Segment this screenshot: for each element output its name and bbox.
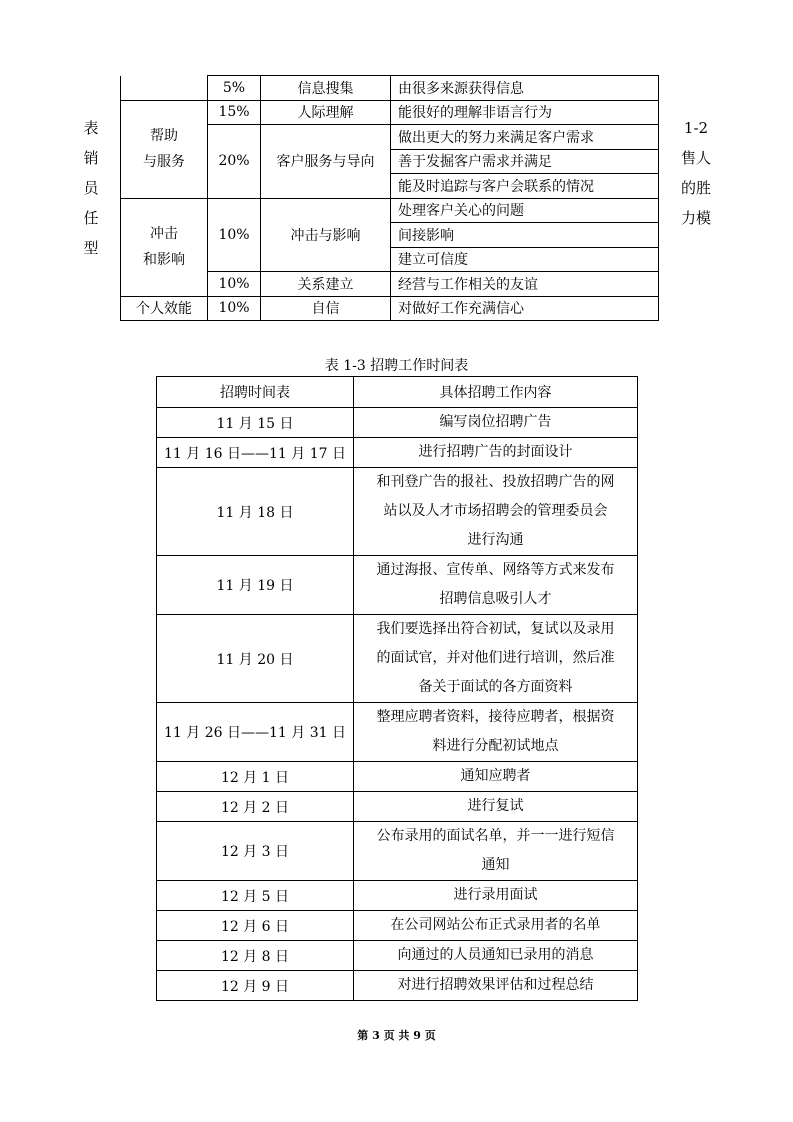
column-header: 具体招聘工作内容	[354, 377, 638, 408]
recruitment-schedule-table	[156, 376, 638, 1001]
task-cell	[354, 881, 638, 911]
group-name-line: 冲击	[150, 226, 178, 242]
date-cell: 12 月 6 日	[157, 911, 354, 941]
behavior-cell: 能很好的理解非语言行为	[391, 100, 659, 125]
behavior-cell: 由很多来源获得信息	[391, 76, 659, 101]
competency-cell: 人际理解	[261, 100, 391, 125]
behavior-cell: 做出更大的努力来满足客户需求	[391, 125, 659, 150]
date-cell: 12 月 9 日	[157, 971, 354, 1001]
task-line: 通过海报、宣传单、网络等方式来发布	[376, 562, 615, 578]
table-row	[157, 881, 638, 911]
task-line: 对进行招聘效果评估和过程总结	[397, 977, 594, 993]
task-cell	[354, 408, 638, 438]
date-cell: 11 月 20 日	[157, 615, 354, 703]
task-line: 通知应聘者	[460, 768, 531, 784]
competency-cell: 关系建立	[261, 272, 391, 297]
task-line: 进行沟通	[467, 532, 524, 548]
weight-cell: 15%	[208, 100, 261, 125]
vertical-fragment: 的胜	[680, 179, 711, 197]
weight-cell: 10%	[208, 272, 261, 297]
date-cell: 11 月 19 日	[157, 556, 354, 615]
weight-cell: 5%	[208, 76, 261, 101]
table-row	[157, 971, 638, 1001]
vertical-char: 任	[83, 209, 99, 227]
weight-cell: 10%	[208, 198, 261, 272]
behavior-cell: 间接影响	[391, 223, 659, 248]
table-row	[157, 792, 638, 822]
table-cell	[121, 76, 208, 101]
group-cell-impact	[121, 198, 208, 296]
table-row	[157, 408, 638, 438]
table-row	[157, 468, 638, 556]
right-vertical-caption	[678, 113, 714, 233]
behavior-cell: 建立可信度	[391, 247, 659, 272]
group-name-line: 与服务	[143, 154, 185, 170]
competency-cell: 自信	[261, 296, 391, 321]
weight-cell: 20%	[208, 125, 261, 199]
task-cell	[354, 971, 638, 1001]
task-line: 进行复试	[467, 798, 524, 814]
table-row	[157, 762, 638, 792]
table-row	[157, 941, 638, 971]
task-cell	[354, 556, 638, 615]
task-line: 我们要选择出符合初试，复试以及录用	[376, 621, 615, 637]
behavior-cell: 能及时追踪与客户会联系的情况	[391, 174, 659, 199]
behavior-cell: 对做好工作充满信心	[391, 296, 659, 321]
task-cell	[354, 703, 638, 762]
vertical-char: 表	[83, 119, 99, 137]
task-line: 的面试官，并对他们进行培训，然后准	[376, 650, 615, 666]
task-cell	[354, 468, 638, 556]
behavior-cell: 处理客户关心的问题	[391, 198, 659, 223]
vertical-fragment: 售人	[680, 149, 711, 167]
date-cell: 12 月 5 日	[157, 881, 354, 911]
table-row	[157, 822, 638, 881]
task-line: 在公司网站公布正式录用者的名单	[390, 917, 601, 933]
date-cell: 12 月 8 日	[157, 941, 354, 971]
task-line: 和刊登广告的报社、投放招聘广告的网	[376, 474, 615, 490]
task-line: 编写岗位招聘广告	[439, 414, 552, 430]
task-line: 公布录用的面试名单，并一一进行短信	[376, 828, 615, 844]
group-cell-personal: 个人效能	[121, 296, 208, 321]
table-row	[121, 296, 659, 321]
competency-cell: 信息搜集	[261, 76, 391, 101]
weight-cell: 10%	[208, 296, 261, 321]
date-cell: 12 月 3 日	[157, 822, 354, 881]
table-caption: 表 1-3 招聘工作时间表	[324, 358, 469, 374]
page-footer: 第 3 页 共 9 页	[357, 1029, 436, 1042]
vertical-char: 员	[83, 179, 99, 197]
task-line: 备关于面试的各方面资料	[418, 679, 573, 695]
table-row	[121, 76, 659, 101]
date-cell: 12 月 1 日	[157, 762, 354, 792]
group-name-line: 和影响	[143, 252, 185, 268]
task-line: 招聘信息吸引人才	[439, 591, 552, 607]
date-cell: 11 月 18 日	[157, 468, 354, 556]
vertical-char: 型	[83, 239, 99, 257]
task-line: 整理应聘者资料，接待应聘者，根据资	[376, 709, 615, 725]
table-row	[157, 556, 638, 615]
task-cell	[354, 438, 638, 468]
task-line: 向通过的人员通知已录用的消息	[397, 947, 594, 963]
date-cell: 11 月 26 日——11 月 31 日	[157, 703, 354, 762]
behavior-cell: 善于发掘客户需求并满足	[391, 149, 659, 174]
vertical-fragment: 1-2	[683, 119, 709, 137]
behavior-cell: 经营与工作相关的友谊	[391, 272, 659, 297]
competency-cell: 客户服务与导向	[261, 125, 391, 199]
table-row	[157, 911, 638, 941]
date-cell: 11 月 16 日——11 月 17 日	[157, 438, 354, 468]
vertical-fragment: 力模	[680, 209, 711, 227]
group-name-line: 帮助	[150, 128, 178, 144]
competency-cell: 冲击与影响	[261, 198, 391, 272]
table-row	[157, 703, 638, 762]
task-cell	[354, 762, 638, 792]
table-row	[121, 198, 659, 223]
task-line: 站以及人才市场招聘会的管理委员会	[383, 503, 608, 519]
table-row	[157, 615, 638, 703]
left-vertical-caption	[80, 113, 102, 263]
task-line: 进行招聘广告的封面设计	[418, 444, 573, 460]
date-cell: 12 月 2 日	[157, 792, 354, 822]
column-header: 招聘时间表	[157, 377, 354, 408]
task-cell	[354, 822, 638, 881]
table-row	[121, 100, 659, 125]
task-line: 进行录用面试	[453, 887, 538, 903]
task-cell	[354, 615, 638, 703]
group-cell-help	[121, 100, 208, 198]
task-cell	[354, 941, 638, 971]
task-line: 通知	[481, 857, 510, 873]
vertical-char: 销	[83, 149, 99, 167]
date-cell: 11 月 15 日	[157, 408, 354, 438]
task-cell	[354, 911, 638, 941]
task-line: 料进行分配初试地点	[432, 738, 559, 754]
task-cell	[354, 792, 638, 822]
table-row	[157, 438, 638, 468]
competency-table	[120, 75, 659, 321]
table-header-row	[157, 377, 638, 408]
